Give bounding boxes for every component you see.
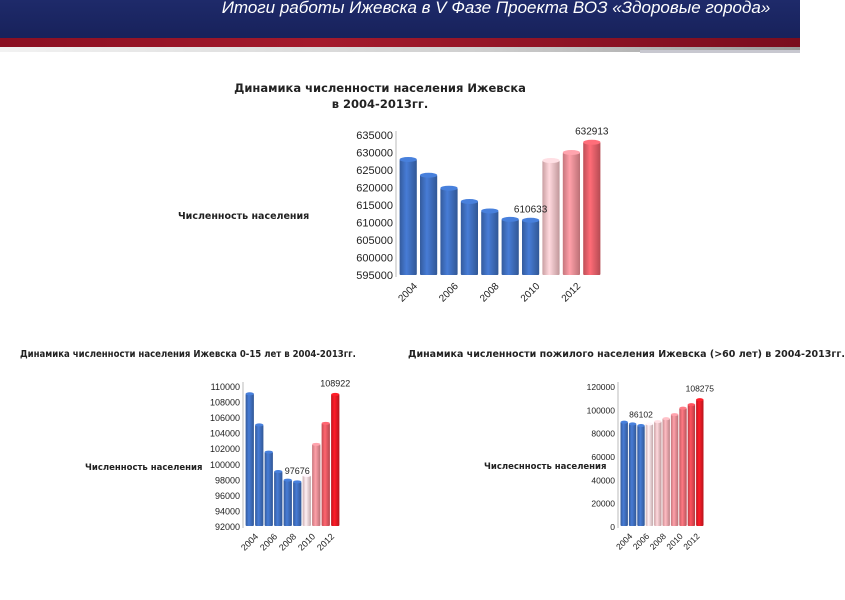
bar-cap-2006 [265, 451, 273, 454]
bar-2010 [303, 475, 311, 526]
bar-cap-2005 [629, 422, 636, 425]
bar-2007 [461, 202, 478, 276]
bar-2007 [274, 472, 282, 526]
y-tick-label: 625000 [356, 165, 393, 177]
y-tick-label: 40000 [591, 475, 615, 486]
chart-title-population: Динамика численности населения Ижевска в 2004-2013гг. [234, 81, 526, 111]
bar-cap-2008 [654, 420, 661, 423]
y-tick-label: 96000 [214, 490, 240, 501]
y-tick-label: 0 [610, 522, 615, 532]
bar-2012 [688, 405, 695, 526]
bar-2007 [646, 424, 653, 526]
x-tick-label: 2012 [315, 531, 337, 553]
data-label-2013: 108922 [320, 378, 351, 389]
bar-cap-2011 [542, 158, 559, 163]
bar-cap-2013 [583, 140, 600, 145]
bar-cap-2009 [293, 480, 301, 483]
y-tick-label: 106000 [209, 413, 240, 424]
chart-kids [210, 378, 350, 552]
bar-2008 [284, 480, 292, 526]
slide-title: Итоги работы Ижевска в V Фазе Проекта ВОЗ «Здоровые города» [221, 0, 771, 17]
bar-2010 [671, 415, 678, 526]
data-label-2013: 632913 [575, 126, 609, 138]
y-tick-label: 100000 [209, 459, 240, 470]
bar-cap-2012 [688, 403, 695, 406]
bar-2009 [293, 482, 301, 526]
data-label-2010: 610633 [513, 204, 548, 216]
x-tick-label: 2010 [518, 281, 543, 305]
bar-cap-2007 [461, 199, 478, 204]
y-tick-label: 100000 [586, 405, 615, 416]
bar-cap-2005 [420, 173, 437, 178]
x-tick-label: 2010 [296, 531, 318, 553]
y-tick-label: 80000 [591, 428, 615, 439]
y-tick-label: 102000 [209, 444, 240, 455]
bar-2011 [542, 161, 559, 275]
bar-cap-2006 [440, 186, 457, 191]
bar-2004 [246, 394, 254, 526]
bar-cap-2004 [246, 392, 254, 395]
bar-2012 [563, 153, 580, 276]
x-tick-label: 2008 [478, 281, 502, 305]
bar-2013 [331, 394, 339, 526]
bar-cap-2004 [621, 421, 628, 424]
x-tick-label: 2012 [681, 531, 702, 552]
bar-cap-2008 [284, 479, 292, 482]
bar-cap-2006 [637, 424, 644, 427]
y-tick-label: 600000 [356, 252, 393, 265]
y-tick-label: 630000 [356, 147, 393, 160]
bar-2013 [696, 400, 703, 526]
y-tick-label: 605000 [356, 235, 393, 247]
bar-cap-2013 [331, 393, 339, 396]
bar-2006 [440, 188, 457, 275]
bar-cap-2011 [679, 407, 686, 410]
bar-cap-2013 [696, 398, 703, 401]
bar-cap-2004 [400, 157, 417, 162]
y-tick-label: 110000 [210, 382, 240, 392]
bar-2004 [621, 422, 628, 526]
bar-2006 [637, 426, 644, 526]
bar-cap-2011 [312, 443, 320, 446]
x-tick-label: 2010 [664, 531, 685, 552]
x-tick-label: 2008 [647, 531, 669, 552]
bar-2008 [654, 422, 661, 526]
bar-2006 [265, 452, 273, 526]
x-tick-label: 2008 [277, 531, 299, 553]
bar-cap-2010 [671, 413, 678, 416]
chart-title-children: Динамика численности населения Ижевска 0-15 лет в 2004-2013гг. [20, 349, 356, 360]
y-tick-label: 120000 [586, 382, 615, 392]
x-tick-label: 2012 [559, 281, 584, 305]
y-tick-label: 92000 [214, 522, 240, 532]
y-tick-label: 20000 [591, 498, 615, 509]
bar-2004 [400, 160, 417, 276]
bar-2010 [522, 220, 539, 275]
bar-2011 [679, 408, 686, 526]
y-tick-label: 595000 [356, 270, 393, 282]
x-tick-label: 2004 [613, 531, 635, 552]
bar-cap-2008 [481, 208, 498, 213]
y-axis-label-children: Численность населения [85, 463, 203, 473]
bar-cap-2012 [322, 422, 330, 425]
bar-2013 [583, 142, 600, 275]
bar-cap-2007 [274, 470, 282, 473]
y-axis-label-elderly: Числеснность населения [484, 462, 607, 472]
bar-2005 [629, 424, 636, 526]
bar-cap-2005 [255, 423, 263, 426]
x-tick-label: 2006 [258, 531, 280, 553]
y-tick-label: 615000 [356, 200, 393, 212]
y-tick-label: 635000 [356, 130, 393, 142]
bar-cap-2009 [663, 417, 670, 420]
bar-2005 [255, 425, 263, 526]
chart-title-elderly: Динамика численности пожилого населения Ижевска (>60 лет) в 2004-2013гг. [408, 349, 845, 360]
y-tick-label: 94000 [214, 506, 240, 517]
bar-cap-2010 [522, 218, 539, 223]
bar-2012 [322, 423, 330, 526]
bar-2011 [312, 444, 320, 526]
y-tick-label: 60000 [591, 452, 615, 462]
y-tick-label: 104000 [209, 428, 240, 439]
chart-old [587, 382, 715, 552]
bar-2009 [663, 419, 670, 526]
x-tick-label: 2006 [630, 531, 652, 552]
x-tick-label: 2006 [437, 281, 461, 305]
bar-cap-2012 [563, 150, 580, 155]
y-tick-label: 98000 [214, 475, 240, 486]
x-tick-label: 2004 [239, 531, 261, 553]
bar-cap-2009 [502, 217, 519, 222]
data-label-2009: 97676 [284, 465, 310, 476]
x-tick-label: 2004 [396, 281, 420, 305]
y-tick-label: 610000 [356, 217, 393, 230]
y-axis-label-population: Численность населения [178, 211, 310, 222]
bar-2005 [420, 175, 437, 275]
bar-2009 [502, 219, 519, 275]
bar-cap-2007 [646, 422, 653, 425]
data-label-2006: 86102 [629, 409, 653, 420]
data-label-2013: 108275 [685, 383, 714, 394]
bar-2008 [481, 211, 498, 275]
y-tick-label: 108000 [209, 397, 240, 408]
chart-pop [356, 126, 609, 304]
y-tick-label: 620000 [356, 182, 393, 195]
